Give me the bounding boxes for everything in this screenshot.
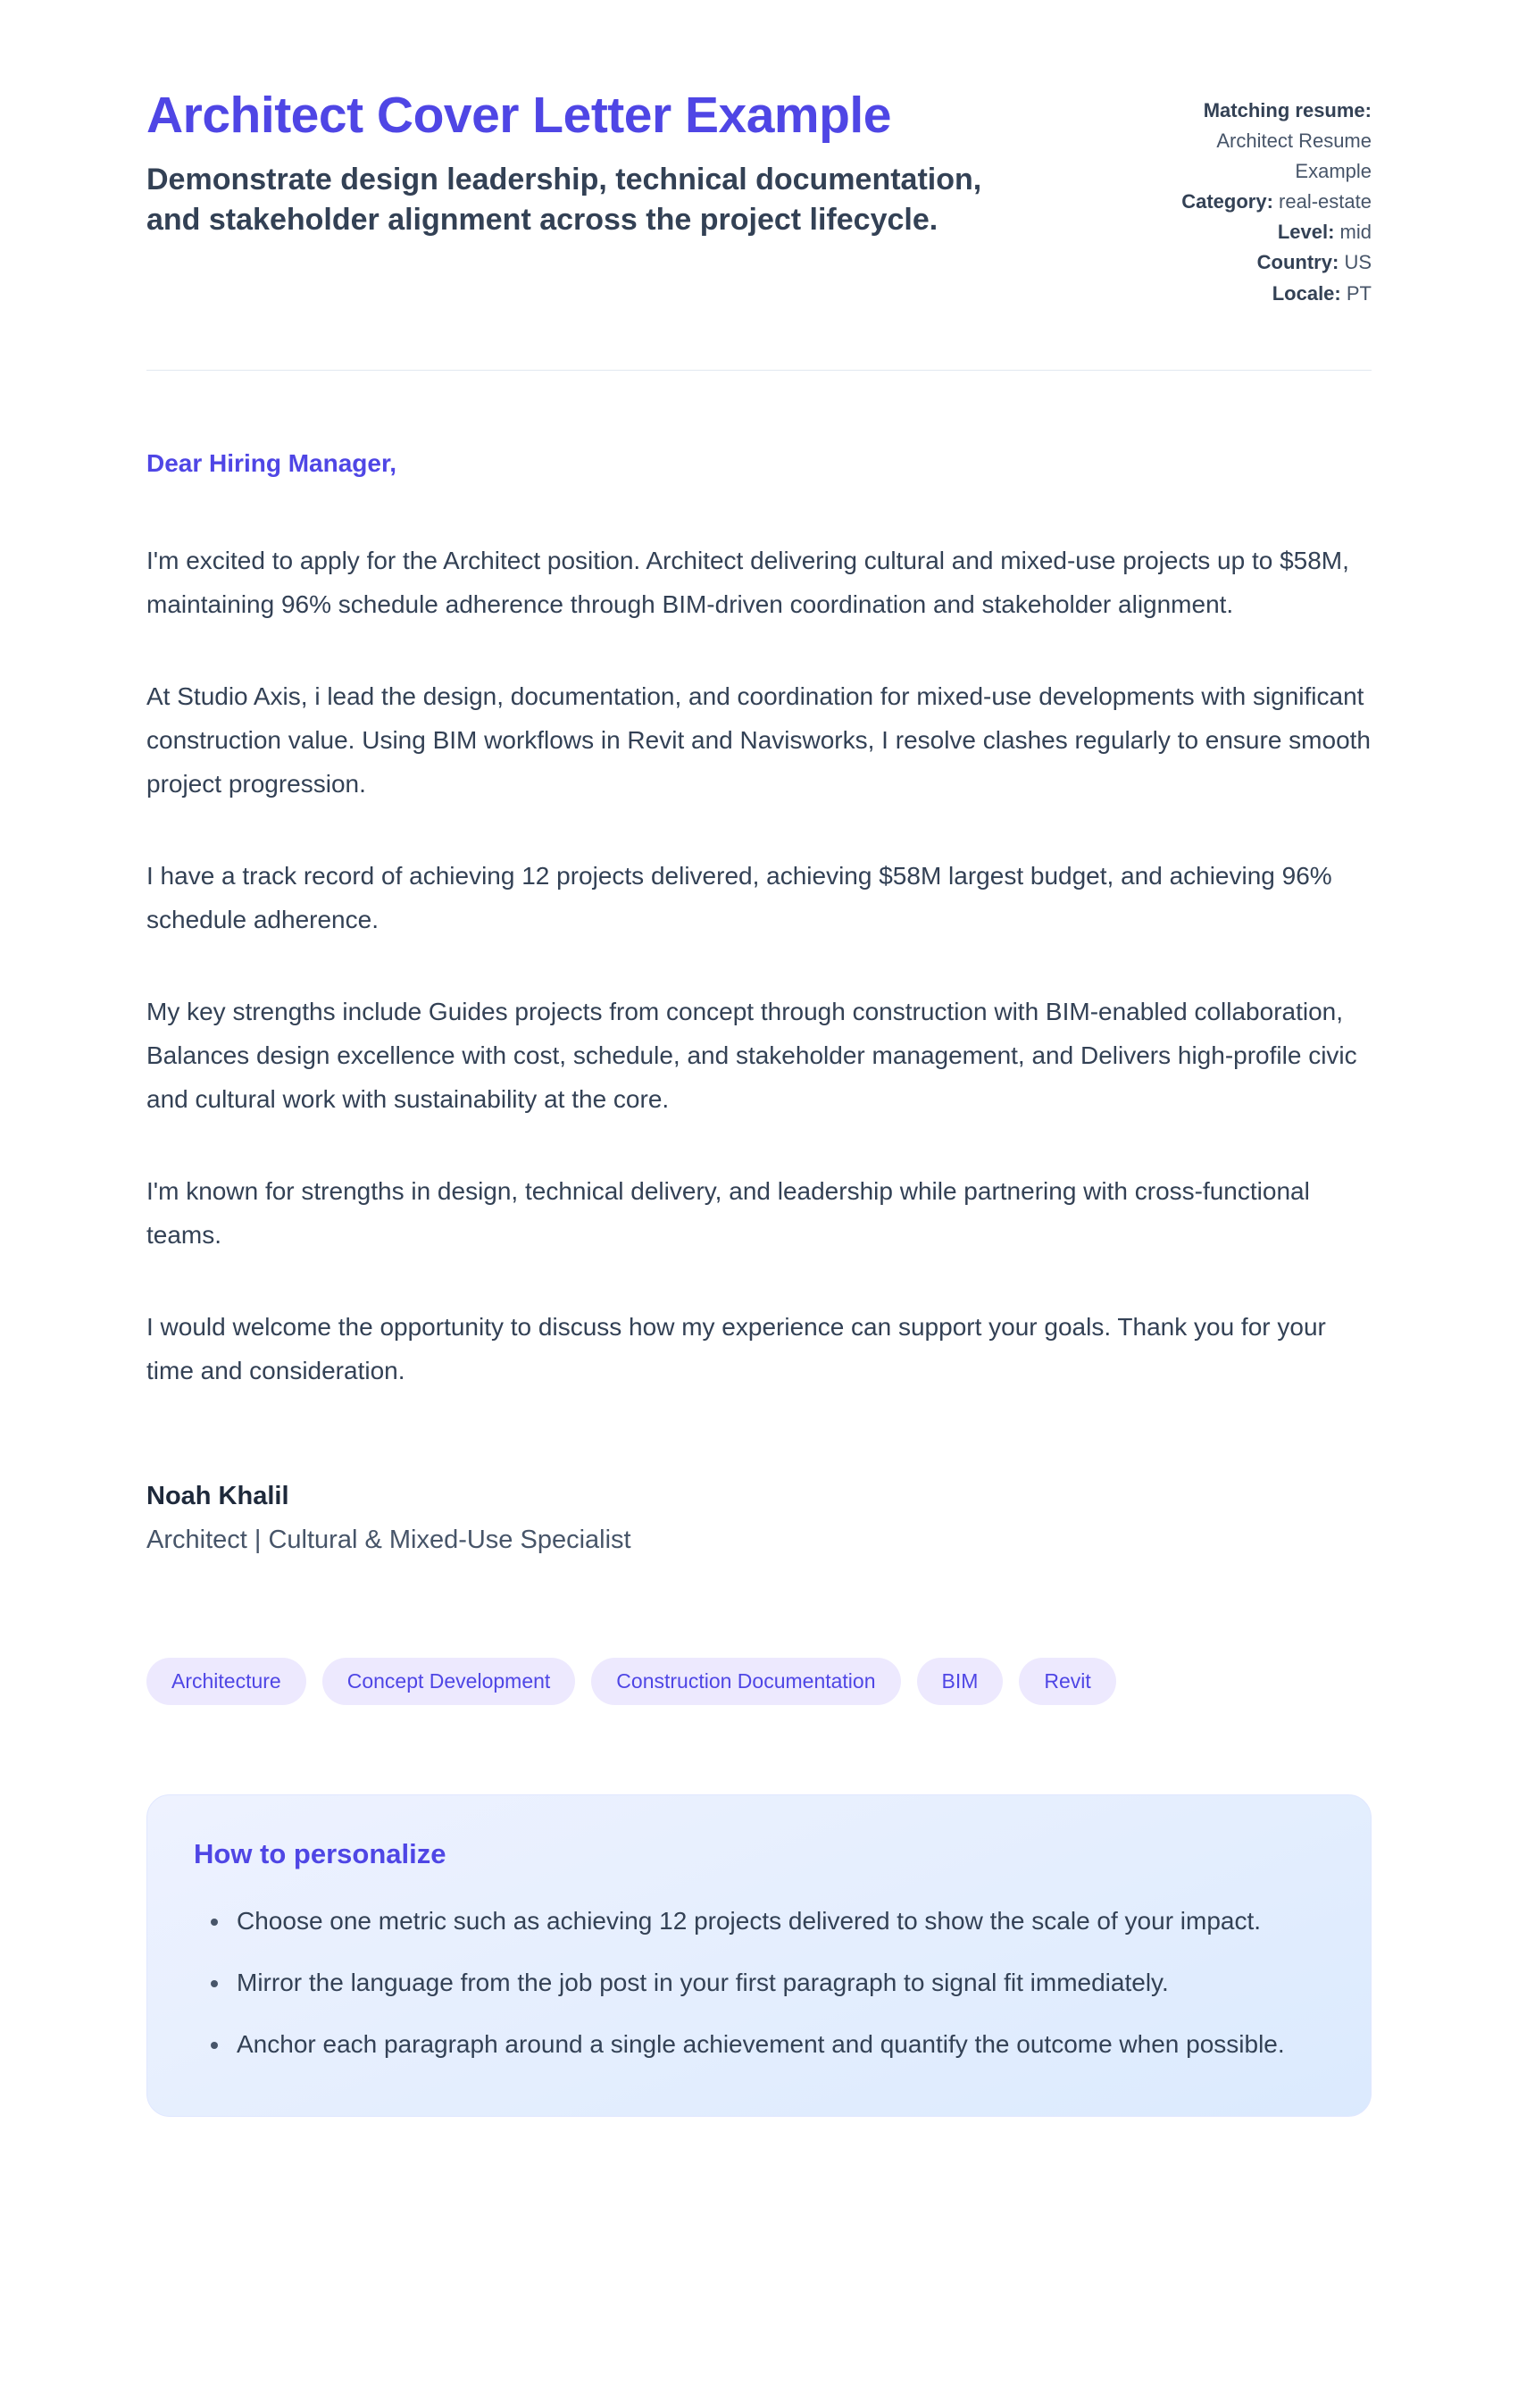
letter-paragraph: I would welcome the opportunity to discuss how my experience can support your goals. Thank you for your time and consideration. (146, 1312, 1326, 1384)
meta-country (1155, 247, 1372, 278)
personalize-card (146, 1794, 1372, 2117)
skill-tags (146, 1658, 1372, 1705)
meta-locale-value: PT (1346, 281, 1372, 305)
personalize-tip-list (194, 1899, 1324, 2066)
personalize-heading: How to personalize (194, 1837, 446, 1869)
meta-category (1155, 187, 1372, 217)
page-header (146, 85, 1372, 371)
letter-paragraph: I have a track record of achieving 12 projects delivered, achieving $58M largest budget, and achieving 96% schedule adherence. (146, 861, 1332, 933)
letter-paragraph: I'm known for strengths in design, technical delivery, and leadership while partnering with cross-functional teams. (146, 1176, 1310, 1249)
meta-locale (1155, 279, 1372, 309)
meta-matching-resume-value: Architect Resume Example (1216, 130, 1372, 183)
meta-country-value: US (1344, 251, 1372, 274)
letter-paragraph: My key strengths include Guides projects from concept through construction with BIM-enabled collaboration, Balances design excellence with cost, schedule, and stakeholder management, and Delivers high-profile civic and cultural work with sustainability at the core. (146, 997, 1357, 1113)
tag-chip: Concept Development (322, 1658, 576, 1705)
tag-chip: Construction Documentation (591, 1658, 900, 1705)
tag-chip: Revit (1019, 1658, 1115, 1705)
meta-level (1155, 217, 1372, 247)
tag-chip: Architecture (146, 1658, 306, 1705)
meta-category-label: Category: (1181, 190, 1273, 213)
meta-locale-label: Locale: (1272, 281, 1341, 305)
header-title-block (146, 85, 1008, 240)
cover-letter-body (146, 449, 1372, 2117)
signature-title: Architect | Cultural & Mixed-Use Specialist (146, 1525, 631, 1554)
meta-category-value: real-estate (1279, 190, 1372, 213)
content-container (146, 0, 1372, 2242)
meta-level-label: Level: (1277, 221, 1335, 244)
letter-paragraph: At Studio Axis, i lead the design, documentation, and coordination for mixed-use developments with significant construction value. Using BIM workflows in Revit and Navisworks, I resolve clashes regularly to ensure smooth project progression. (146, 681, 1372, 798)
meta-level-value: mid (1339, 221, 1372, 244)
salutation: Dear Hiring Manager, (146, 448, 397, 477)
resume-meta-panel (1155, 85, 1372, 309)
meta-country-label: Country: (1256, 251, 1339, 274)
letter-paragraph: I'm excited to apply for the Architect position. Architect delivering cultural and mixed-use projects up to $58M, maintaining 96% schedule adherence through BIM-driven coordination and stakeholder alignment. (146, 546, 1349, 618)
page-subtitle: Demonstrate design leadership, technical documentation, and stakeholder alignment across the project lifecycle. (146, 163, 982, 238)
tip-item: • Mirror the language from the job post in your first paragraph to signal fit immediately. (231, 1961, 1324, 2004)
signature-name: Noah Khalil (146, 1481, 289, 1510)
tip-item: • Anchor each paragraph around a single achievement and quantify the outcome when possible. (231, 2022, 1324, 2066)
page-title: Architect Cover Letter Example (146, 87, 891, 144)
meta-matching-resume-label: Matching resume: (1203, 99, 1372, 121)
tag-chip: BIM (917, 1658, 1004, 1705)
tip-item: • Choose one metric such as achieving 12 projects delivered to show the scale of your impact. (231, 1899, 1324, 1943)
meta-matching-resume (1155, 96, 1372, 187)
